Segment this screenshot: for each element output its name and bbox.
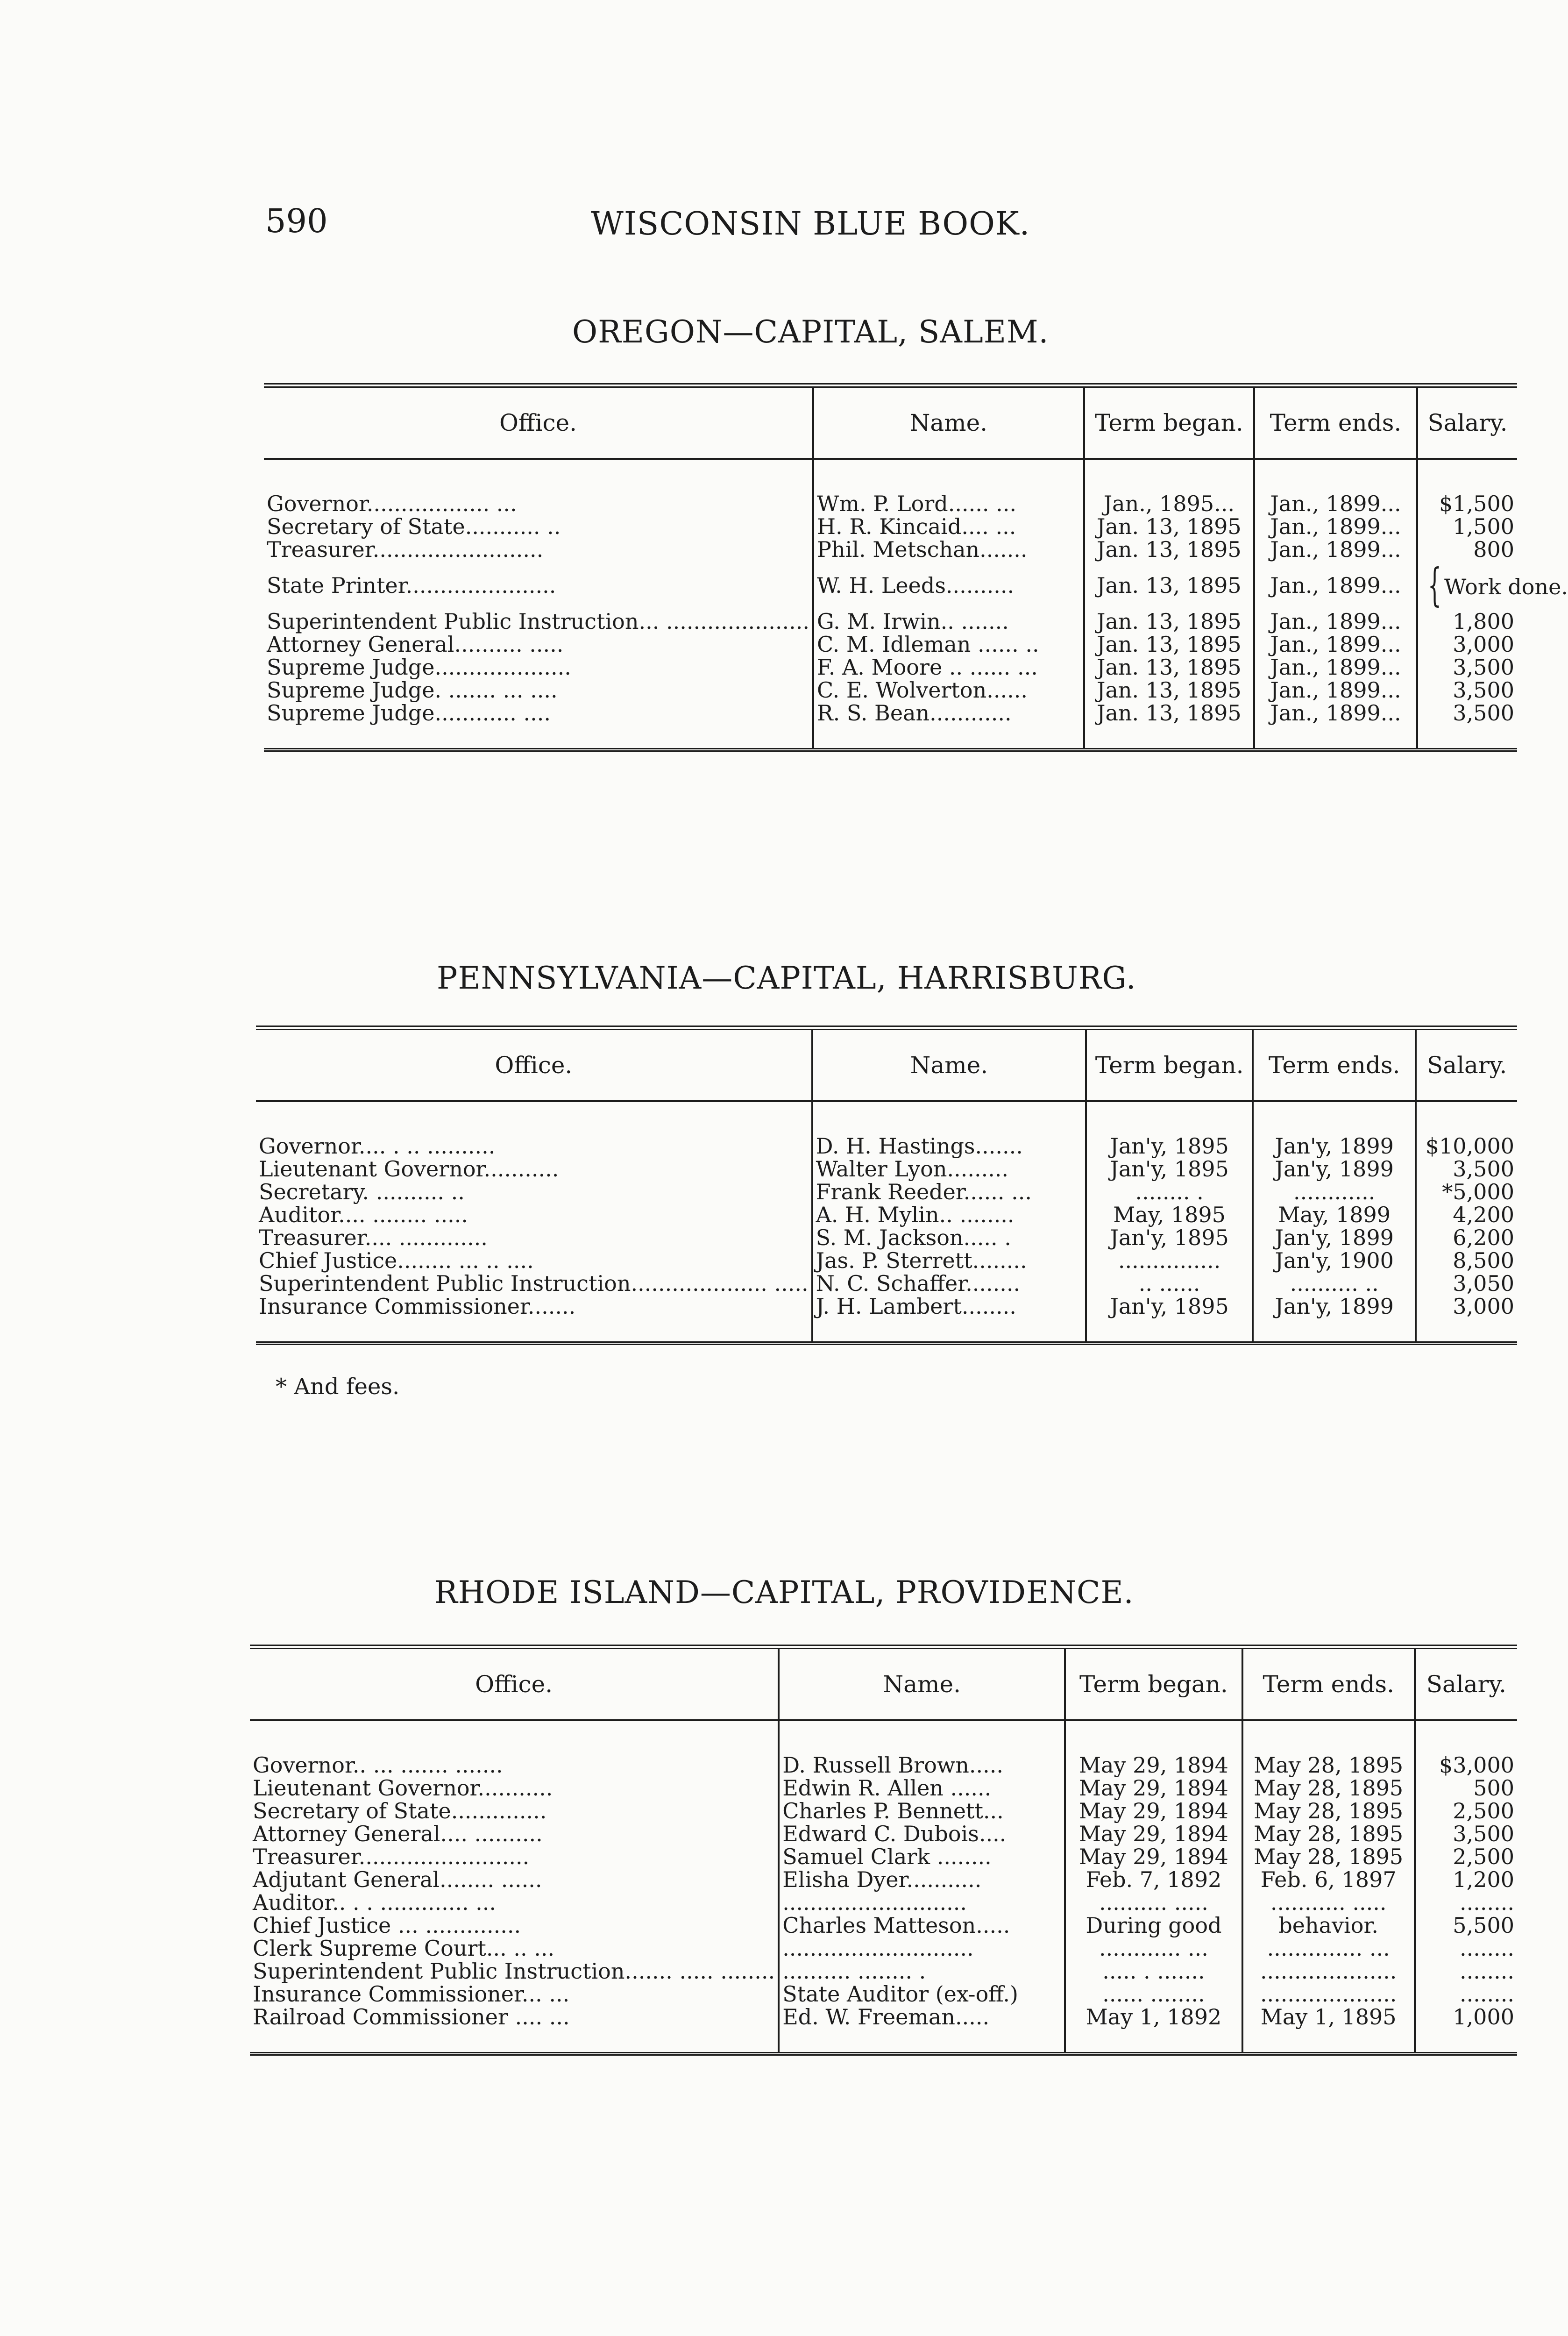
name-cell: .......... ........ .: [779, 1960, 1065, 1983]
term-began-cell: ...............: [1086, 1249, 1253, 1272]
header-term-ends: Term ends.: [1253, 1028, 1416, 1101]
salary-cell: ........: [1415, 1937, 1517, 1960]
name-cell: Phil. Metschan.......: [813, 538, 1084, 561]
rhode-island-table: [250, 1645, 1517, 2056]
term-ends-cell: Jan'y, 1899: [1253, 1101, 1416, 1158]
office-cell: Supreme Judge....................: [267, 655, 571, 680]
office-cell: Auditor.. . . ............. ...: [253, 1890, 497, 1915]
table-row: [264, 561, 1517, 610]
term-began-cell: During good: [1065, 1914, 1242, 1937]
term-began-cell: Jan'y, 1895: [1086, 1226, 1253, 1249]
pennsylvania-title: PENNSYLVANIA—CAPITAL, HARRISBURG.: [437, 960, 1136, 996]
salary-cell: 1,200: [1415, 1868, 1517, 1891]
table-row: [250, 1823, 1517, 1845]
header-term-ends: Term ends.: [1242, 1647, 1415, 1720]
footnote: * And fees.: [276, 1374, 400, 1400]
term-ends-cell: Jan., 1899...: [1254, 538, 1417, 561]
term-began-cell: May 29, 1894: [1065, 1823, 1242, 1845]
term-began-cell: May, 1895: [1086, 1204, 1253, 1226]
term-began-cell: ...... ........: [1065, 1983, 1242, 2006]
table-row: [256, 1204, 1517, 1226]
name-cell: R. S. Bean............: [813, 702, 1084, 750]
name-cell: Wm. P. Lord...... ...: [813, 459, 1084, 515]
header-office: Office.: [264, 385, 813, 459]
term-ends-cell: Jan., 1899...: [1254, 610, 1417, 633]
term-began-cell: Jan. 13, 1895: [1084, 515, 1254, 538]
office-cell: Supreme Judge. ....... ... ....: [267, 677, 558, 703]
header-name: Name.: [813, 385, 1084, 459]
term-began-cell: Jan. 13, 1895: [1084, 610, 1254, 633]
term-began-cell: Jan., 1895...: [1084, 459, 1254, 515]
salary-cell: { Work done.: [1417, 561, 1517, 610]
term-ends-cell: .............. ...: [1242, 1937, 1415, 1960]
term-began-cell: ........ .: [1086, 1181, 1253, 1204]
term-began-cell: ..... . .......: [1065, 1960, 1242, 1983]
salary-cell: 8,500: [1416, 1249, 1517, 1272]
term-ends-cell: May 28, 1895: [1242, 1800, 1415, 1823]
office-cell: Chief Justice ... ..............: [253, 1913, 521, 1938]
office-cell: Attorney General.......... .....: [267, 632, 564, 657]
header-term-began: Term began.: [1065, 1647, 1242, 1720]
table-row: [264, 702, 1517, 750]
salary-cell: 5,500: [1415, 1914, 1517, 1937]
office-cell: Railroad Commissioner .... ...: [250, 2006, 779, 2054]
term-ends-cell: ........... .....: [1242, 1891, 1415, 1914]
rhode-island-title: RHODE ISLAND—CAPITAL, PROVIDENCE.: [434, 1574, 1134, 1610]
salary-cell: $10,000: [1416, 1101, 1517, 1158]
table-row: [256, 1158, 1517, 1181]
term-ends-cell: behavior.: [1242, 1914, 1415, 1937]
office-cell: Secretary. .......... ..: [259, 1179, 465, 1204]
table-row: [250, 1937, 1517, 1960]
term-began-cell: Jan'y, 1895: [1086, 1101, 1253, 1158]
office-cell: Treasurer.........................: [253, 1844, 530, 1869]
term-began-cell: Jan. 13, 1895: [1084, 702, 1254, 750]
term-ends-cell: May 28, 1895: [1242, 1845, 1415, 1868]
salary-cell: 3,000: [1417, 633, 1517, 656]
header-term-began: Term began.: [1086, 1028, 1253, 1101]
table-row: [250, 1914, 1517, 1937]
table-row: [250, 1777, 1517, 1800]
name-cell: D. Russell Brown.....: [779, 1720, 1065, 1777]
term-began-cell: Feb. 7, 1892: [1065, 1868, 1242, 1891]
oregon-title: OREGON—CAPITAL, SALEM.: [572, 314, 1049, 350]
term-began-cell: Jan'y, 1895: [1086, 1158, 1253, 1181]
term-began-cell: .. ......: [1086, 1272, 1253, 1295]
name-cell: C. E. Wolverton......: [813, 679, 1084, 702]
salary-cell: 3,500: [1417, 656, 1517, 679]
term-ends-cell: Jan., 1899...: [1254, 679, 1417, 702]
name-cell: A. H. Mylin.. ........: [812, 1204, 1086, 1226]
name-cell: Frank Reeder...... ...: [812, 1181, 1086, 1204]
office-cell: Superintendent Public Instruction....... ..... ........: [253, 1959, 775, 1984]
office-cell: Clerk Supreme Court... .. ...: [253, 1936, 555, 1961]
name-cell: Ed. W. Freeman.....: [779, 2006, 1065, 2054]
term-began-cell: .......... .....: [1065, 1891, 1242, 1914]
name-cell: Samuel Clark ........: [779, 1845, 1065, 1868]
table-row: [264, 610, 1517, 633]
office-cell: Auditor.... ........ .....: [259, 1202, 468, 1227]
salary-cell: 1,500: [1417, 515, 1517, 538]
term-began-cell: May 29, 1894: [1065, 1800, 1242, 1823]
name-cell: Edwin R. Allen ......: [779, 1777, 1065, 1800]
term-began-cell: May 29, 1894: [1065, 1845, 1242, 1868]
name-cell: Elisha Dyer...........: [779, 1868, 1065, 1891]
term-ends-cell: May 28, 1895: [1242, 1720, 1415, 1777]
header-office: Office.: [256, 1028, 812, 1101]
header-term-ends: Term ends.: [1254, 385, 1417, 459]
pennsylvania-table: [256, 1026, 1517, 1345]
term-began-cell: Jan. 13, 1895: [1084, 679, 1254, 702]
term-ends-cell: May 28, 1895: [1242, 1777, 1415, 1800]
office-cell: Supreme Judge............ ....: [264, 702, 813, 750]
term-began-cell: May 29, 1894: [1065, 1720, 1242, 1777]
term-ends-cell: Jan., 1899...: [1254, 561, 1417, 610]
term-ends-cell: May, 1899: [1253, 1204, 1416, 1226]
name-cell: G. M. Irwin.. .......: [813, 610, 1084, 633]
term-ends-cell: .......... ..: [1253, 1272, 1416, 1295]
term-ends-cell: Jan., 1899...: [1254, 702, 1417, 750]
term-ends-cell: Jan., 1899...: [1254, 633, 1417, 656]
name-cell: Charles P. Bennett...: [779, 1800, 1065, 1823]
salary-cell: 1,800: [1417, 610, 1517, 633]
salary-cell: 3,050: [1416, 1272, 1517, 1295]
term-began-cell: ............ ...: [1065, 1937, 1242, 1960]
term-began-cell: Jan. 13, 1895: [1084, 561, 1254, 610]
salary-cell: 1,000: [1415, 2006, 1517, 2054]
name-cell: Walter Lyon.........: [812, 1158, 1086, 1181]
office-cell: Insurance Commissioner.......: [256, 1295, 812, 1343]
table-row: [250, 1960, 1517, 1983]
office-cell: Superintendent Public Instruction.................... .....: [259, 1271, 809, 1296]
header-name: Name.: [812, 1028, 1086, 1101]
term-began-cell: May 1, 1892: [1065, 2006, 1242, 2054]
salary-cell: 3,500: [1416, 1158, 1517, 1181]
office-cell: Insurance Commissioner... ...: [253, 1981, 570, 2007]
office-cell: Governor.................. ...: [267, 491, 517, 516]
table-row: [250, 2006, 1517, 2054]
table-row: [264, 459, 1517, 515]
salary-cell: 3,500: [1417, 679, 1517, 702]
name-cell: ...........................: [779, 1891, 1065, 1914]
salary-cell: $3,000: [1415, 1720, 1517, 1777]
office-cell: Adjutant General........ ......: [253, 1867, 542, 1892]
salary-cell: 3,000: [1416, 1295, 1517, 1343]
salary-cell: $1,500: [1417, 459, 1517, 515]
salary-cell: 3,500: [1415, 1823, 1517, 1845]
header-name: Name.: [779, 1647, 1065, 1720]
header-office: Office.: [250, 1647, 779, 1720]
office-cell: Lieutenant Governor...........: [253, 1775, 553, 1801]
office-cell: Treasurer.........................: [267, 537, 544, 562]
header-salary: Salary.: [1415, 1647, 1517, 1720]
name-cell: S. M. Jackson..... .: [812, 1226, 1086, 1249]
table-row: [264, 679, 1517, 702]
oregon-table: [264, 383, 1568, 752]
term-ends-cell: ....................: [1242, 1960, 1415, 1983]
name-cell: N. C. Schaffer........: [812, 1272, 1086, 1295]
office-cell: Secretary of State........... ..: [267, 514, 561, 539]
table-row: [256, 1295, 1517, 1343]
salary-cell: ........: [1415, 1960, 1517, 1983]
table-row: [250, 1983, 1517, 2006]
office-cell: Governor.. ... ....... .......: [253, 1752, 503, 1778]
table-row: [264, 656, 1517, 679]
term-ends-cell: Jan., 1899...: [1254, 656, 1417, 679]
salary-cell: 6,200: [1416, 1226, 1517, 1249]
name-cell: F. A. Moore .. ...... ...: [813, 656, 1084, 679]
table-row: [256, 1101, 1517, 1158]
term-ends-cell: Jan'y, 1900: [1253, 1249, 1416, 1272]
office-cell: Superintendent Public Instruction... .....................: [267, 609, 810, 634]
name-cell: C. M. Idleman ...... ..: [813, 633, 1084, 656]
term-ends-cell: Jan'y, 1899: [1253, 1295, 1416, 1343]
term-ends-cell: Jan., 1899...: [1254, 515, 1417, 538]
office-cell: Chief Justice........ ... .. ....: [259, 1248, 534, 1273]
name-cell: Charles Matteson.....: [779, 1914, 1065, 1937]
salary-cell: 2,500: [1415, 1800, 1517, 1823]
name-cell: W. H. Leeds..........: [813, 561, 1084, 610]
term-began-cell: Jan'y, 1895: [1086, 1295, 1253, 1343]
office-cell: Treasurer.... .............: [259, 1225, 488, 1250]
table-row: [264, 515, 1517, 538]
table-row: [264, 538, 1517, 561]
name-cell: State Auditor (ex-off.): [779, 1983, 1065, 2006]
term-began-cell: Jan. 13, 1895: [1084, 656, 1254, 679]
salary-cell: ........: [1415, 1891, 1517, 1914]
term-ends-cell: May 28, 1895: [1242, 1823, 1415, 1845]
table-row: [256, 1181, 1517, 1204]
office-cell: Governor.... . .. ..........: [259, 1133, 496, 1159]
office-cell: Attorney General.... ..........: [253, 1821, 543, 1846]
office-cell: Secretary of State..............: [253, 1798, 547, 1823]
table-row: [264, 633, 1517, 656]
header-salary: Salary.: [1417, 385, 1517, 459]
table-row: [256, 1226, 1517, 1249]
table-row: [256, 1249, 1517, 1272]
running-head: WISCONSIN BLUE BOOK.: [591, 206, 1030, 242]
term-began-cell: May 29, 1894: [1065, 1777, 1242, 1800]
salary-cell: 2,500: [1415, 1845, 1517, 1868]
term-ends-cell: Feb. 6, 1897: [1242, 1868, 1415, 1891]
name-cell: H. R. Kincaid.... ...: [813, 515, 1084, 538]
office-cell: Lieutenant Governor...........: [259, 1156, 559, 1182]
name-cell: Jas. P. Sterrett........: [812, 1249, 1086, 1272]
page-number: 590: [265, 202, 328, 240]
term-ends-cell: ....................: [1242, 1983, 1415, 2006]
term-ends-cell: ............: [1253, 1181, 1416, 1204]
header-salary: Salary.: [1416, 1028, 1517, 1101]
term-ends-cell: Jan'y, 1899: [1253, 1226, 1416, 1249]
salary-cell: 4,200: [1416, 1204, 1517, 1226]
name-cell: Edward C. Dubois....: [779, 1823, 1065, 1845]
salary-cell: *5,000: [1416, 1181, 1517, 1204]
salary-cell: 800: [1417, 538, 1517, 561]
term-began-cell: Jan. 13, 1895: [1084, 538, 1254, 561]
salary-cell: ........: [1415, 1983, 1517, 2006]
salary-cell: 3,500: [1417, 702, 1517, 750]
term-ends-cell: May 1, 1895: [1242, 2006, 1415, 2054]
header-term-began: Term began.: [1084, 385, 1254, 459]
name-cell: ............................: [779, 1937, 1065, 1960]
brace-icon: {: [1427, 558, 1441, 612]
term-ends-cell: Jan'y, 1899: [1253, 1158, 1416, 1181]
table-row: [256, 1272, 1517, 1295]
office-cell: State Printer......................: [267, 573, 556, 598]
term-ends-cell: Jan., 1899...: [1254, 459, 1417, 515]
table-row: [250, 1720, 1517, 1777]
table-row: [250, 1845, 1517, 1868]
table-row: [250, 1800, 1517, 1823]
table-row: [250, 1891, 1517, 1914]
term-began-cell: Jan. 13, 1895: [1084, 633, 1254, 656]
salary-cell: 500: [1415, 1777, 1517, 1800]
table-row: [250, 1868, 1517, 1891]
name-cell: D. H. Hastings.......: [812, 1101, 1086, 1158]
name-cell: J. H. Lambert........: [812, 1295, 1086, 1343]
